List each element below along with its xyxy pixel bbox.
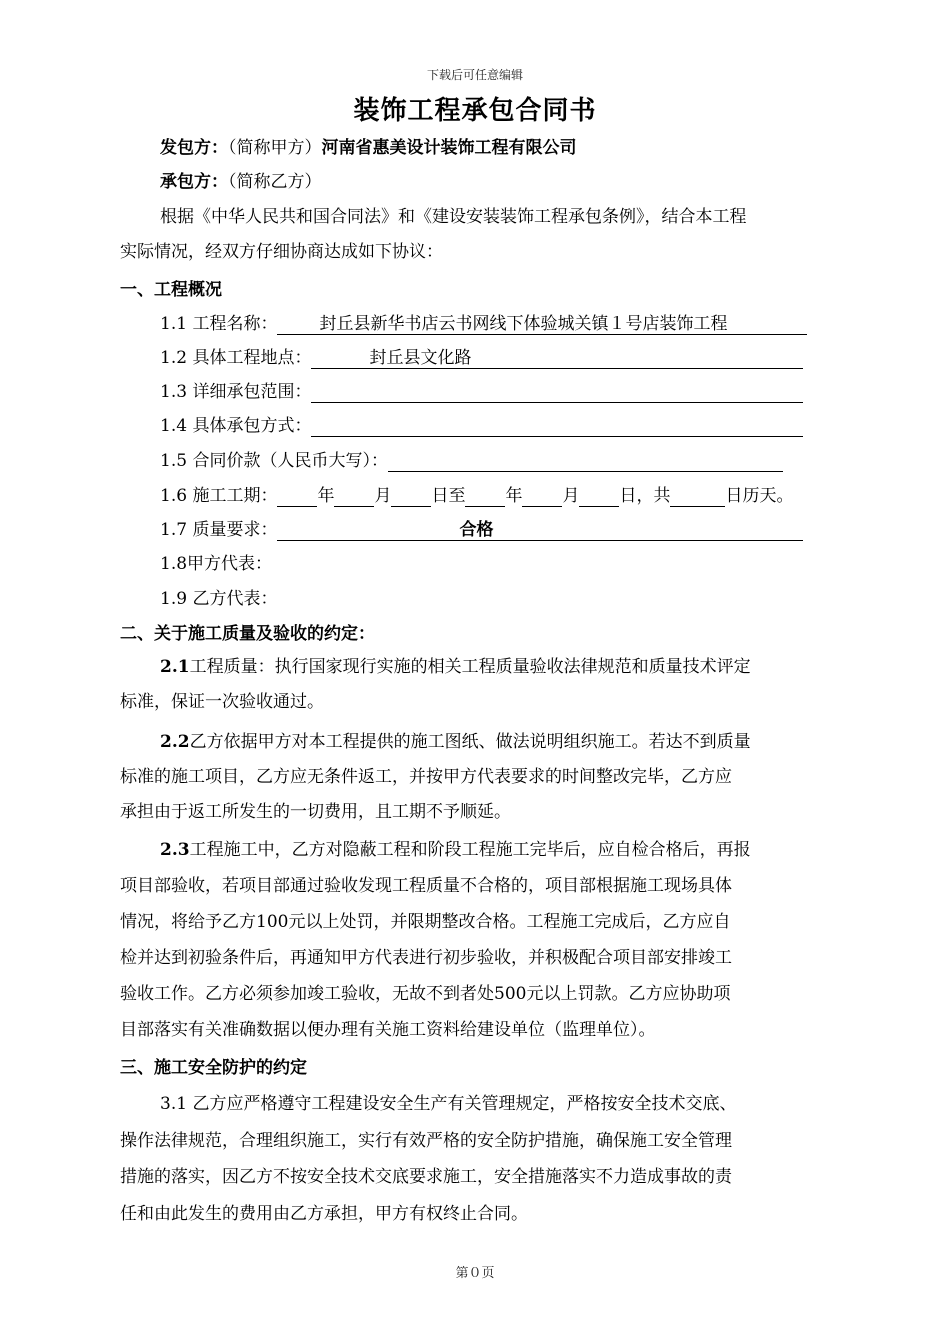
item-1-6-year: 年 bbox=[317, 486, 335, 506]
para-2-1-line-2: 标准，保证一次验收通过。 bbox=[120, 692, 324, 712]
item-1-1-value: 封丘县新华书店云书网线下体验城关镇１号店装饰工程 bbox=[319, 314, 728, 334]
item-1-5 bbox=[160, 450, 870, 472]
item-1-4-label: 1.4 具体承包方式： bbox=[160, 416, 312, 436]
document-title: 装饰工程承包合同书 bbox=[353, 96, 597, 126]
para-2-2-line-3: 承担由于返工所发生的一切费用，且工期不予顺延。 bbox=[120, 802, 511, 822]
item-1-4-field bbox=[311, 415, 803, 437]
blank-end-month bbox=[522, 485, 562, 507]
para-2-2-text: 乙方依据甲方对本工程提供的施工图纸、做法说明组织施工。若达不到质量 bbox=[189, 732, 751, 752]
section2-heading: 二、关于施工质量及验收的约定： bbox=[120, 624, 375, 644]
item-1-1-label: 1.1 工程名称： bbox=[160, 314, 278, 334]
para-2-3-line-3: 情况，将给予乙方100元以上处罚，并限期整改合格。工程施工完成后，乙方应自 bbox=[120, 912, 731, 932]
item-1-9: 1.9 乙方代表： bbox=[160, 589, 278, 609]
item-1-2-field bbox=[311, 347, 803, 369]
para-2-3-line-5: 验收工作。乙方必须参加竣工验收，无故不到者处500元以上罚款。乙方应协助项 bbox=[120, 984, 731, 1004]
party-b-line bbox=[160, 171, 870, 193]
item-1-3 bbox=[160, 381, 870, 403]
item-1-6-label: 1.6 施工工期： bbox=[160, 486, 278, 506]
para-3-1-line-3: 措施的落实，因乙方不按安全技术交底要求施工，安全措施落实不力造成事故的责 bbox=[120, 1167, 732, 1187]
item-1-6-day-to: 日至 bbox=[431, 486, 466, 506]
party-a-name: 河南省惠美设计装饰工程有限公司 bbox=[321, 138, 577, 158]
para-2-3-line-4: 检并达到初验条件后，再通知甲方代表进行初步验收，并积极配合项目部安排竣工 bbox=[120, 948, 732, 968]
item-1-8: 1.8甲方代表： bbox=[160, 554, 273, 574]
blank-end-year bbox=[465, 485, 505, 507]
item-1-7-value: 合格 bbox=[459, 520, 494, 540]
blank-start-year bbox=[277, 485, 317, 507]
item-1-4 bbox=[160, 415, 870, 437]
item-1-2 bbox=[160, 347, 870, 369]
intro-line-1: 根据《中华人民共和国合同法》和《建设安装装饰工程承包条例》，结合本工程 bbox=[160, 207, 747, 227]
para-2-2-line-2: 标准的施工项目，乙方应无条件返工，并按甲方代表要求的时间整改完毕，乙方应 bbox=[120, 767, 732, 787]
item-1-5-label: 1.5 合同价款（人民币大写）： bbox=[160, 451, 388, 471]
blank-start-month bbox=[334, 485, 374, 507]
blank-end-day bbox=[579, 485, 619, 507]
blank-total-days bbox=[670, 485, 725, 507]
section1-heading: 一、工程概况 bbox=[120, 280, 222, 300]
para-2-3-num: 2.3 bbox=[160, 840, 190, 860]
party-b-note: （简称乙方） bbox=[228, 172, 322, 192]
header-note: 下载后可任意编辑 bbox=[426, 68, 523, 82]
blank-start-day bbox=[391, 485, 431, 507]
item-1-6-year2: 年 bbox=[505, 486, 523, 506]
para-2-3-line-2: 项目部验收，若项目部通过验收发现工程质量不合格的，项目部根据施工现场具体 bbox=[120, 876, 732, 896]
party-a-label: 发包方： bbox=[160, 138, 228, 158]
item-1-6-day2: 日，共 bbox=[619, 486, 671, 506]
para-3-1-line-1: 3.1 乙方应严格遵守工程建设安全生产有关管理规定，严格按安全技术交底、 bbox=[160, 1094, 737, 1114]
item-1-2-value: 封丘县文化路 bbox=[369, 348, 472, 368]
item-1-3-label: 1.3 详细承包范围： bbox=[160, 382, 312, 402]
party-a-note: （简称甲方） bbox=[228, 138, 322, 158]
para-2-3-line-1 bbox=[160, 839, 870, 861]
item-1-7 bbox=[160, 519, 870, 541]
item-1-5-field bbox=[388, 450, 783, 472]
item-1-2-label: 1.2 具体工程地点： bbox=[160, 348, 312, 368]
item-1-6-month: 月 bbox=[374, 486, 392, 506]
para-2-3-text: 工程施工中，乙方对隐蔽工程和阶段工程施工完毕后，应自检合格后，再报 bbox=[189, 840, 751, 860]
para-2-2-num: 2.2 bbox=[160, 732, 190, 752]
item-1-6-total: 日历天。 bbox=[725, 486, 794, 506]
section3-heading: 三、施工安全防护的约定 bbox=[120, 1058, 307, 1078]
item-1-6-month2: 月 bbox=[562, 486, 580, 506]
para-2-2-line-1 bbox=[160, 731, 870, 753]
page-number: 第０页 bbox=[455, 1266, 495, 1281]
party-a-line bbox=[160, 137, 870, 159]
item-1-1 bbox=[160, 313, 870, 335]
item-1-1-field bbox=[277, 313, 807, 335]
item-1-7-field bbox=[277, 519, 803, 541]
item-1-6 bbox=[160, 485, 870, 507]
para-2-1-num: 2.1 bbox=[160, 657, 190, 677]
item-1-7-label: 1.7 质量要求： bbox=[160, 520, 278, 540]
intro-line-2: 实际情况，经双方仔细协商达成如下协议： bbox=[120, 242, 443, 262]
para-3-1-line-2: 操作法律规范，合理组织施工，实行有效严格的安全防护措施，确保施工安全管理 bbox=[120, 1131, 732, 1151]
party-b-label: 承包方： bbox=[160, 172, 228, 192]
para-2-1-line-1 bbox=[160, 656, 870, 678]
item-1-3-field bbox=[311, 381, 803, 403]
para-3-1-line-4: 任和由此发生的费用由乙方承担，甲方有权终止合同。 bbox=[120, 1204, 528, 1224]
para-2-1-text: 工程质量：执行国家现行实施的相关工程质量验收法律规范和质量技术评定 bbox=[189, 657, 751, 677]
para-2-3-line-6: 目部落实有关准确数据以便办理有关施工资料给建设单位（监理单位）。 bbox=[120, 1020, 656, 1040]
